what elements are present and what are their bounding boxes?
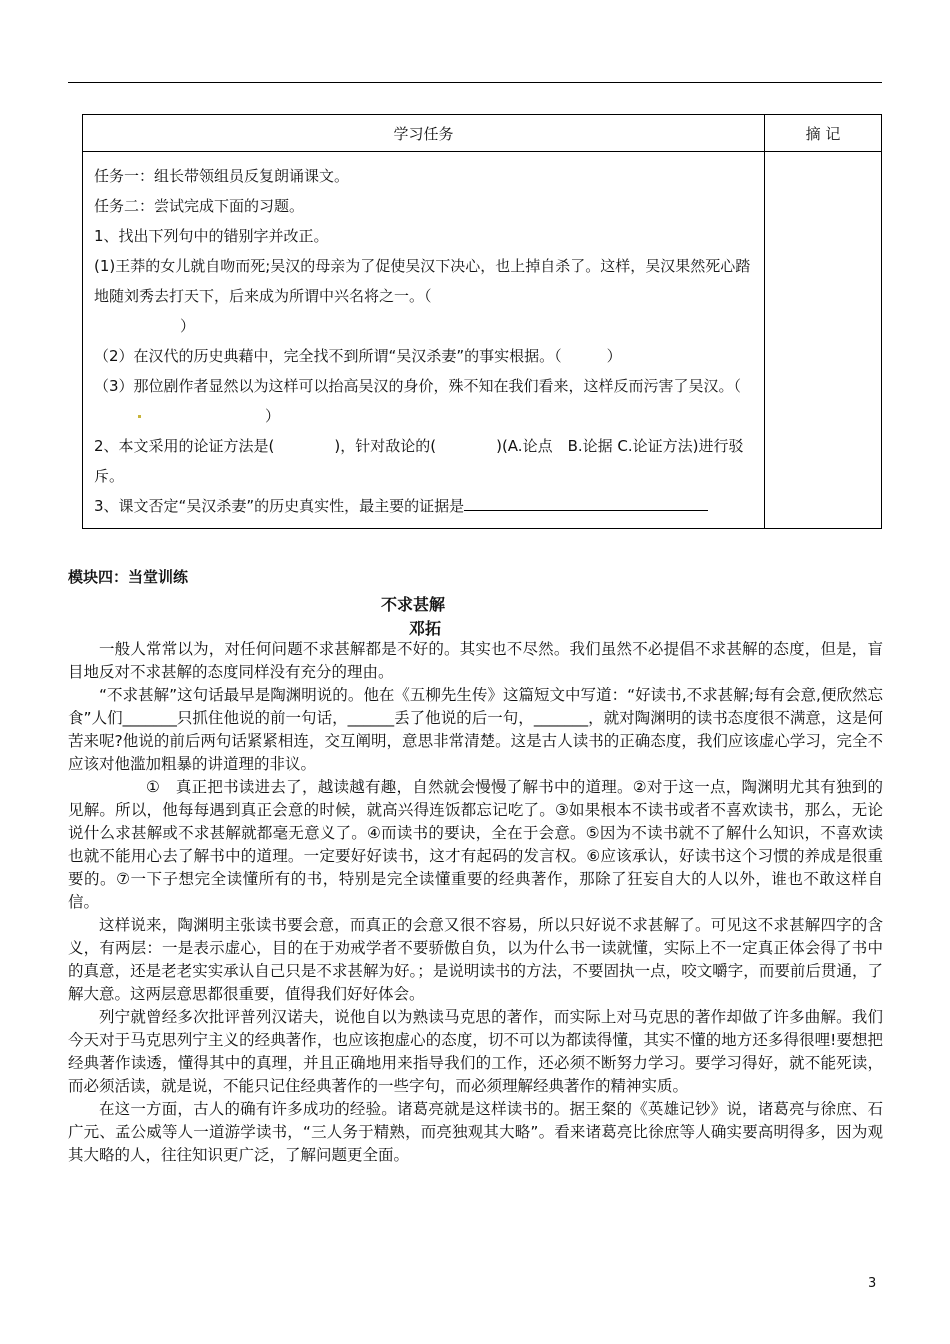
article-paragraph: 一般人常常以为，对任何问题不求甚解都是不好的。其实也不尽然。我们虽然不必提倡不求甚解的态度，但是，盲目地反对不求甚解的态度同样没有充分的理由。: [68, 640, 883, 681]
task-line: [94, 371, 755, 431]
task-line: 任务一：组长带领组员反复朗诵课文。: [94, 167, 350, 185]
mark-dot: [138, 415, 141, 418]
task-line: [94, 491, 755, 521]
article-paragraph: 这样说来，陶渊明主张读书要会意，而真正的会意又很不容易，所以只好说不求甚解了。可见这不求甚解四字的含义，有两层：一是表示虚心，目的在于劝戒学者不要骄傲自负，以为什么书一读就懂，实际上不一定真正体会得了书中的真意，还是老老实实承认自己只是不求甚解为好。；是说明读书的方法，不要固执一点，咬文嚼字，而要前后贯通，了解大意。这两层意思都很重要，值得我们好好体会。: [68, 916, 883, 1003]
task-line: ）: [180, 317, 196, 335]
article-title: 不求甚解: [380, 595, 445, 614]
answer-blank[interactable]: [464, 494, 708, 511]
article-body: [68, 638, 883, 1167]
task-line-text: （3）那位剧作者显然以为这样可以抬高吴汉的身价，殊不知在我们看来，这样反而污害了吴汉。（: [94, 377, 742, 395]
task-line: 2、本文采用的论证方法是( )，针对敌论的( )(A.论点 B.论据 C.论证方法)进行驳斥。: [94, 437, 744, 485]
table-header-row: [83, 115, 882, 152]
article-paragraph: “不求甚解”这句话最早是陶渊明说的。他在《五柳先生传》这篇短文中写道：“好读书,不求甚解;每有会意,便欣然忘食”人们_______只抓住他说的前一句话，______丢了他说的后一句，_______，就对陶渊明的读书态度很不满意，这是何苦来呢?他说的前后两句话紧紧相连，交互阐明，意思非常清楚。这是古人读书的正确态度，我们应该虚心学习，完全不应该对他滥加粗暴的讲道理的非议。: [68, 686, 883, 773]
task-cell: [83, 152, 765, 529]
task-line: 1、找出下列句中的错别字并改正。: [94, 227, 329, 245]
header-rule: [68, 82, 882, 83]
notes-cell: [764, 152, 881, 529]
task-line: (1)王莽的女儿就自吻而死;吴汉的母亲为了促使吴汉下决心，也上掉自杀了。这样，吴汉果然死心踏地随刘秀去打天下，后来成为所谓中兴名将之一。（: [94, 257, 751, 305]
article-author: 邓拓: [408, 619, 441, 638]
article-paragraph: 列宁就曾经多次批评普列汉诺夫，说他自以为熟读马克思的著作，而实际上对马克思的著作却做了许多曲解。我们今天对于马克思列宁主义的经典著作，也应该抱虚心的态度，切不可以为都读得懂，其实不懂的地方还多得很哩!要想把经典著作读透，懂得其中的真理，并且正确地用来指导我们的工作，还必须不断努力学习。要学习得好，就不能死读，而必须活读，就是说，不能只记住经典著作的一些字句，而必须理解经典著作的精神实质。: [68, 1008, 883, 1095]
task-line-close: ）: [265, 407, 281, 425]
task-line: 任务二：尝试完成下面的习题。: [94, 197, 305, 215]
header-task: 学习任务: [83, 115, 765, 152]
task-line: （2）在汉代的历史典藉中，完全找不到所谓“吴汉杀妻”的事实根据。（ ）: [94, 347, 622, 365]
article-paragraph: ① 真正把书读进去了，越读越有趣，自然就会慢慢了解书中的道理。②对于这一点，陶渊明尤其有独到的见解。所以，他每每遇到真正会意的时候，就高兴得连饭都忘记吃了。③如果根本不读书或者不喜欢读书，那么，无论说什么求甚解或不求甚解就都毫无意义了。④而读书的要诀，全在于会意。⑤因为不读书就不了解什么知识，不喜欢读也就不能用心去了解书中的道理。一定要好好读书，这才有起码的发言权。⑥应该承认，好读书这个习惯的养成是很重要的。⑦一下子想完全读懂所有的书，特别是完全读懂重要的经典著作，那除了狂妄自大的人以外，谁也不敢这样自信。: [68, 778, 883, 911]
learning-task-table: [82, 114, 882, 529]
module-heading: 模块四：当堂训练: [68, 568, 189, 586]
page-number: 3: [868, 1276, 877, 1291]
table-body-row: [83, 152, 882, 529]
article-paragraph: 在这一方面，古人的确有许多成功的经验。诸葛亮就是这样读书的。据王粲的《英雄记钞》说，诸葛亮与徐庶、石广元、孟公威等人一道游学读书，“三人务于精熟，而亮独观其大略”。看来诸葛亮比徐庶等人确实要高明得多，因为观其大略的人，往往知识更广泛，了解问题更全面。: [68, 1100, 883, 1164]
header-notes: 摘 记: [764, 115, 881, 152]
task-line-text: 3、课文否定“吴汉杀妻”的历史真实性，最主要的证据是: [94, 497, 465, 515]
